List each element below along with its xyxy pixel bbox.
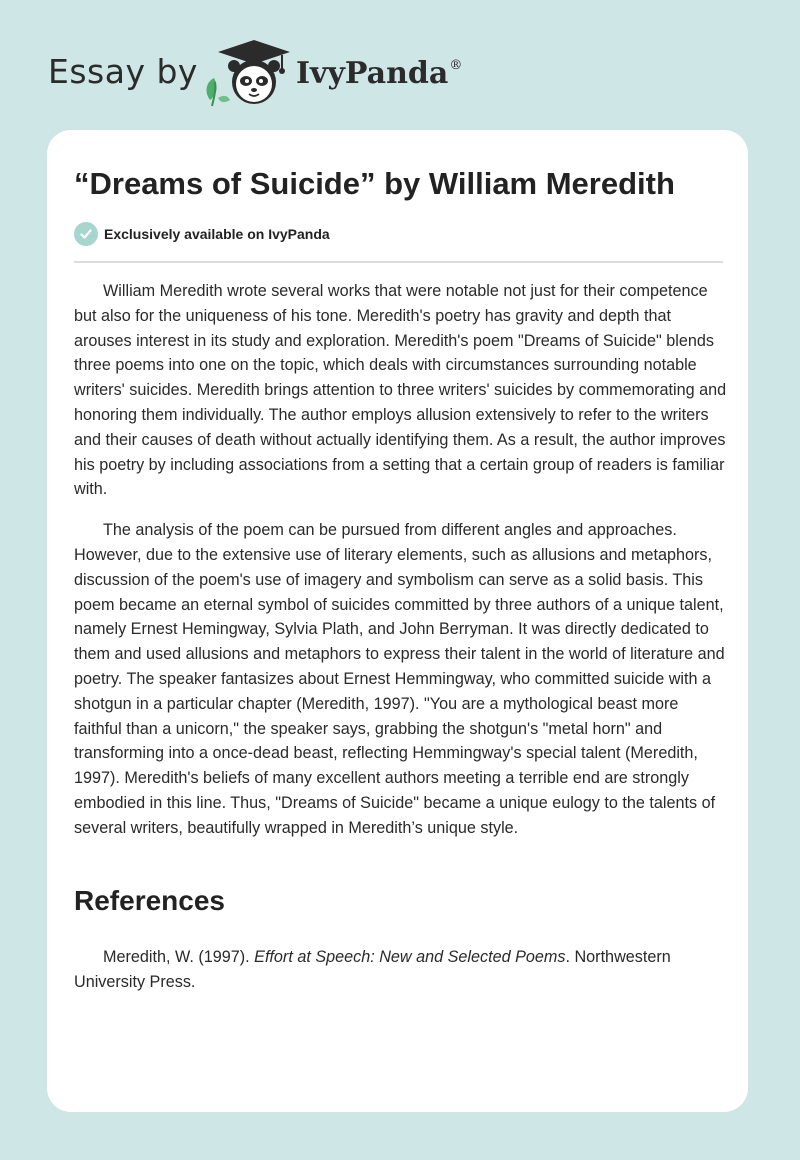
essay-title: “Dreams of Suicide” by William Meredith	[74, 166, 675, 201]
exclusive-badge	[74, 222, 330, 246]
panda-graduate-icon	[200, 36, 292, 110]
brand-name: IvyPanda®	[296, 56, 463, 91]
reference-book-title: Effort at Speech: New and Selected Poems	[254, 948, 566, 966]
reference-author: Meredith, W. (1997).	[103, 948, 255, 966]
site-header	[48, 36, 648, 110]
check-icon	[74, 222, 98, 246]
essay-by-label: Essay by	[48, 52, 198, 91]
reference-entry	[74, 945, 729, 995]
exclusive-badge-label: Exclusively available on IvyPanda	[104, 226, 330, 242]
paragraph: The analysis of the poem can be pursued from different angles and approaches. However, due to the extensive use of literary elements, such as allusions and metaphors, discussion of the poem's use of imagery and symbolism can serve as a solid basis. This poem became an eternal symbol of suicides committed by three authors of a unique talent, namely Ernest Hemingway, Sylvia Plath, and John Berryman. It was directly dedicated to them and used allusions and metaphors to express their talent in the world of literature and poetry. The speaker fantasizes about Ernest Hemmingway, who committed suicide with a shotgun in a particular chapter (Meredith, 1997). "You are a mythological beast more faithful than a unicorn," the speaker says, grabbing the shotgun's "metal horn" and transforming into a once-dead beast, reflecting Hemmingway's special talent (Meredith, 1997). Meredith's beliefs of many excellent authors meeting a terrible end are strongly embodied in this line. Thus, "Dreams of Suicide" became a unique eulogy to the talents of several writers, beautifully wrapped in Meredith’s unique style.	[74, 521, 725, 837]
essay-card	[47, 130, 748, 1112]
essay-body	[74, 279, 729, 857]
registered-mark: ®	[449, 58, 463, 73]
title-divider	[74, 261, 723, 263]
references-heading: References	[74, 885, 225, 916]
reference-publisher: . Northwestern University Press.	[74, 948, 671, 991]
paragraph: William Meredith wrote several works that were notable not just for their competence but also for the uniqueness of his tone. Meredith's poetry has gravity and depth that arouses interest in its study and exploration. Meredith's poem "Dreams of Suicide" blends three poems into one on the topic, which deals with circumstances surrounding notable writers' suicides. Meredith brings attention to three writers' suicides by commemorating and honoring them individually. The author employs allusion extensively to refer to the writers and their causes of death without actually identifying them. As a result, the author improves his poetry by including associations from a setting that a certain group of readers is familiar with.	[74, 282, 727, 499]
